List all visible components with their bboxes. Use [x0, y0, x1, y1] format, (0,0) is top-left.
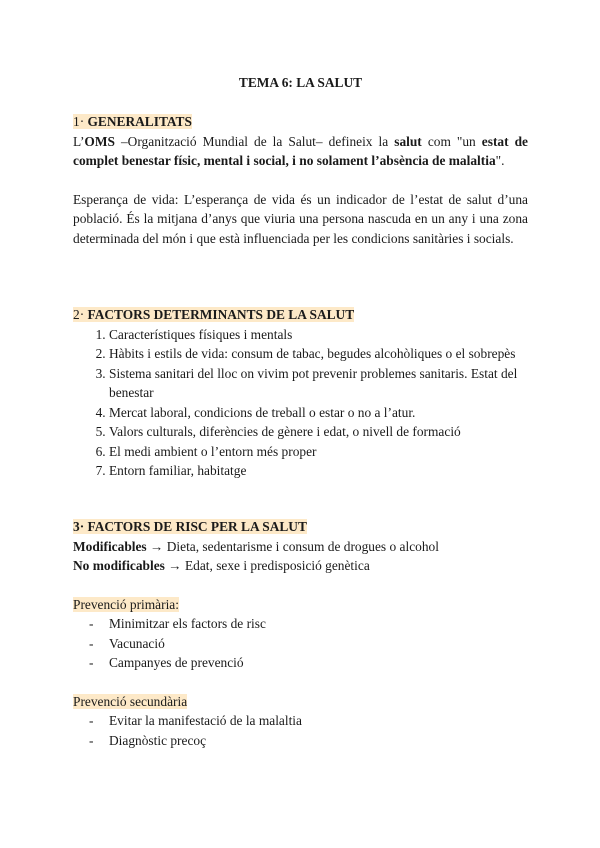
section-factors-risc: [73, 517, 528, 750]
page-title: TEMA 6: LA SALUT: [238, 75, 363, 90]
heading-number: 2·: [73, 307, 85, 322]
non-modifiable-label: No modificables: [73, 558, 165, 573]
determinants-list: [73, 325, 528, 481]
section-factors-determinants: [73, 305, 528, 481]
heading-text: FACTORS DETERMINANTS DE LA SALUT: [87, 307, 355, 322]
primary-prevention-list: [73, 614, 528, 673]
list-item: 6. El medi ambient o l’entorn més proper: [109, 442, 528, 462]
list-item-text: Campanyes de prevenció: [109, 655, 244, 670]
modifiable-factors: [73, 537, 528, 557]
list-item-text: Evitar la manifestació de la malaltia: [109, 713, 302, 728]
life-expectancy-paragraph: Esperança de vida: L’esperança de vida és un indicador de l’estat de salut d’una població. És la mitjana d’anys que viuria una persona nascuda en un any i una zona determinada del món i que està influenciada per les condicions sanitàries i socials.: [73, 191, 528, 246]
list-item: 4. Mercat laboral, condicions de treball o estar o no a l’atur.: [109, 403, 528, 423]
heading-number: 1·: [73, 114, 85, 129]
list-item: 2. Hàbits i estils de vida: consum de tabac, begudes alcohòliques o el sobrepès: [109, 344, 528, 364]
secondary-prevention: [73, 692, 528, 751]
primary-prevention: [73, 595, 528, 673]
list-item-text: Vacunació: [109, 635, 165, 651]
subheading: Prevenció secundària: [73, 693, 188, 709]
text-run: L’: [73, 133, 85, 149]
list-item: [89, 634, 528, 654]
secondary-prevention-list: [73, 711, 528, 750]
dash-bullet: -: [89, 732, 94, 748]
heading-number: 3·: [73, 519, 85, 534]
oms-definition-paragraph: [73, 132, 528, 171]
salut-term: salut: [394, 133, 422, 149]
section-heading: [73, 112, 528, 132]
list-item: 3. Sistema sanitari del lloc on vivim pot prevenir problemes sanitaris. Estat del benestar: [109, 364, 528, 403]
definition-bold: estat de complet benestar físic, mental i social, i no solament l’absència de malaltia: [73, 133, 528, 168]
modifiable-label: Modificables: [73, 538, 147, 554]
heading-text: FACTORS DE RISC PER LA SALUT: [87, 519, 307, 534]
subheading: Prevenció primària:: [73, 596, 179, 612]
dash-bullet: -: [89, 635, 94, 651]
text-run: com "un: [421, 133, 482, 149]
dash-bullet: -: [89, 713, 94, 728]
oms-term: OMS: [84, 133, 115, 149]
list-item: [89, 614, 528, 634]
list-item: [89, 653, 528, 673]
list-item: [89, 711, 528, 731]
dash-bullet: -: [89, 616, 94, 631]
list-item: 5. Valors culturals, diferències de gènere i edat, o nivell de formació: [109, 422, 528, 442]
dash-bullet: -: [89, 655, 94, 670]
list-item-text: Minimitzar els factors de risc: [109, 616, 266, 631]
list-item: 1. Característiques físiques i mentals: [109, 325, 528, 345]
modifiable-text: → Dieta, sedentarisme i consum de drogues o alcohol: [146, 538, 439, 554]
list-item: 7. Entorn familiar, habitatge: [109, 461, 528, 481]
text-run: –Organització Mundial de la Salut– defineix la: [114, 133, 395, 149]
heading-text: GENERALITATS: [87, 114, 192, 129]
section-heading: [73, 305, 528, 325]
section-heading: [73, 517, 528, 537]
text-run: ".: [495, 153, 505, 168]
non-modifiable-text: → Edat, sexe i predisposició genètica: [164, 558, 370, 573]
list-item: [89, 731, 528, 751]
section-generalitats: [73, 112, 528, 248]
list-item-text: Diagnòstic precoç: [109, 732, 207, 748]
non-modifiable-factors: [73, 556, 528, 576]
